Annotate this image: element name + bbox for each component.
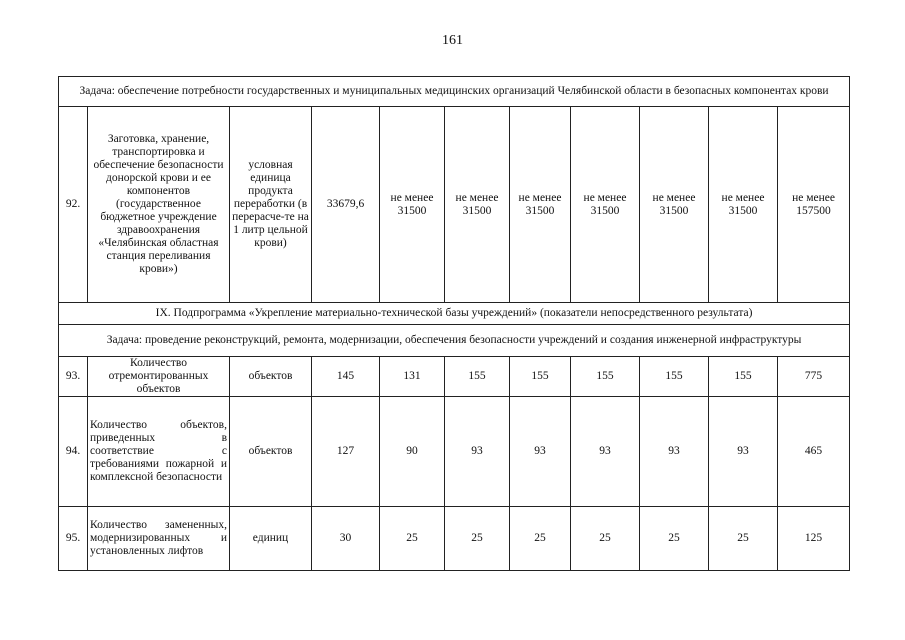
- total-cell: не менее 157500: [778, 107, 850, 303]
- row-number: 95.: [59, 507, 88, 571]
- table-row: [59, 357, 850, 397]
- value-cell: 93: [510, 397, 571, 507]
- value-cell: 25: [380, 507, 445, 571]
- value-cell: 25: [510, 507, 571, 571]
- task-row: [59, 325, 850, 357]
- row-number: 93.: [59, 357, 88, 397]
- value-cell: не менее 31500: [380, 107, 445, 303]
- base-value: 145: [312, 357, 380, 397]
- task-row: [59, 77, 850, 107]
- value-cell: не менее 31500: [445, 107, 510, 303]
- value-cell: не менее 31500: [510, 107, 571, 303]
- row-number: 94.: [59, 397, 88, 507]
- value-cell: не менее 31500: [640, 107, 709, 303]
- total-cell: 465: [778, 397, 850, 507]
- indicator-name: Количество замененных, модернизированных и установленных лифтов: [88, 507, 230, 571]
- unit-cell: объектов: [230, 397, 312, 507]
- indicator-name: Количество отремонтированных объектов: [88, 357, 230, 397]
- indicator-name: Количество объектов, приведенных в соответствие с требованиями пожарной и комплексной безопасности: [88, 397, 230, 507]
- value-cell: 155: [445, 357, 510, 397]
- value-cell: 93: [445, 397, 510, 507]
- value-cell: 155: [640, 357, 709, 397]
- unit-cell: единиц: [230, 507, 312, 571]
- total-cell: 775: [778, 357, 850, 397]
- value-cell: 25: [445, 507, 510, 571]
- unit-cell: условная единица продукта переработки (в перерасче-те на 1 литр цельной крови): [230, 107, 312, 303]
- page-number: 161: [442, 33, 463, 48]
- value-cell: не менее 31500: [571, 107, 640, 303]
- subprogram-row: [59, 303, 850, 325]
- subprogram-header: IX. Подпрограмма «Укрепление материально-технической базы учреждений» (показатели непосредственного результата): [59, 303, 850, 325]
- value-cell: 25: [571, 507, 640, 571]
- row-number: 92.: [59, 107, 88, 303]
- value-cell: 93: [640, 397, 709, 507]
- value-cell: 155: [709, 357, 778, 397]
- task-header: Задача: проведение реконструкций, ремонта, модернизации, обеспечения безопасности учреждений и создания инженерной инфраструктуры: [59, 325, 850, 357]
- value-cell: 93: [571, 397, 640, 507]
- indicator-table: [58, 76, 850, 571]
- table-row: [59, 107, 850, 303]
- value-cell: не менее 31500: [709, 107, 778, 303]
- value-cell: 25: [709, 507, 778, 571]
- value-cell: 131: [380, 357, 445, 397]
- total-cell: 125: [778, 507, 850, 571]
- table-row: [59, 507, 850, 571]
- value-cell: 155: [510, 357, 571, 397]
- value-cell: 90: [380, 397, 445, 507]
- base-value: 33679,6: [312, 107, 380, 303]
- value-cell: 93: [709, 397, 778, 507]
- base-value: 30: [312, 507, 380, 571]
- task-header: Задача: обеспечение потребности государственных и муниципальных медицинских организаций Челябинской области в безопасных компонентах крови: [59, 77, 850, 107]
- value-cell: 155: [571, 357, 640, 397]
- table-row: [59, 397, 850, 507]
- value-cell: 25: [640, 507, 709, 571]
- base-value: 127: [312, 397, 380, 507]
- indicator-name: Заготовка, хранение, транспортировка и обеспечение безопасности донорской крови и ее компонентов (государственное бюджетное учреждение здравоохранения «Челябинская областная станция переливания крови»): [88, 107, 230, 303]
- unit-cell: объектов: [230, 357, 312, 397]
